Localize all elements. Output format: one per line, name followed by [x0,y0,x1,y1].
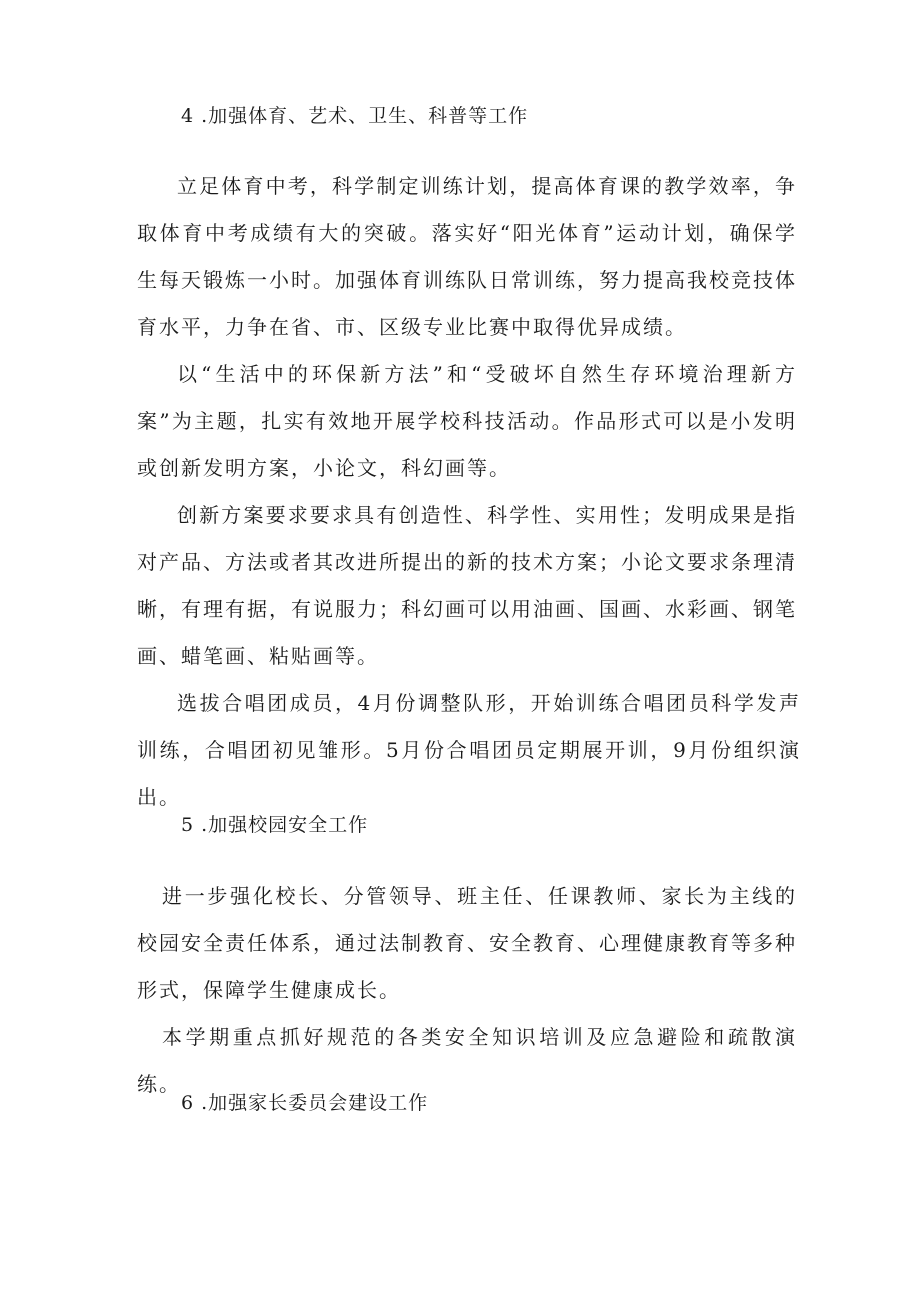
section-5-heading: 5 .加强校园安全工作 [181,814,369,836]
section-6-heading: 6 .加强家长委员会建设工作 [181,1092,429,1114]
section-4-paragraph-1: 立足体育中考，科学制定训练计划，提高体育课的教学效率，争取体育中考成绩有大的突破。落实好“阳光体育”运动计划，确保学生每天锻炼一小时。加强体育训练队日常训练，努力提高我校竞技体育水平，力争在省、市、区级专业比赛中取得优异成绩。 [137,174,797,339]
section-5-paragraph-2: 本学期重点抓好规范的各类安全知识培训及应急避险和疏散演练。 [137,1025,797,1096]
section-4-paragraph-4: 选拔合唱团成员，4月份调整队形，开始训练合唱团员科学发声训练，合唱团初见雏形。5月份合唱团员定期展开训，9月份组织演出。 [137,691,801,809]
section-4-heading: 4 .加强体育、艺术、卫生、科普等工作 [181,105,529,127]
section-5-paragraph-1: 进一步强化校长、分管领导、班主任、任课教师、家长为主线的校园安全责任体系，通过法制教育、安全教育、心理健康教育等多种形式，保障学生健康成长。 [137,884,797,1002]
section-4-paragraph-3: 创新方案要求要求具有创造性、科学性、实用性；发明成果是指对产品、方法或者其改进所提出的新的技术方案；小论文要求条理清晰，有理有据，有说服力；科幻画可以用油画、国画、水彩画、钢笔画、蜡笔画、粘贴画等。 [137,503,797,668]
section-4-paragraph-2: 以“生活中的环保新方法”和“受破坏自然生存环境治理新方案”为主题，扎实有效地开展学校科技活动。作品形式可以是小发明或创新发明方案，小论文，科幻画等。 [137,362,797,480]
